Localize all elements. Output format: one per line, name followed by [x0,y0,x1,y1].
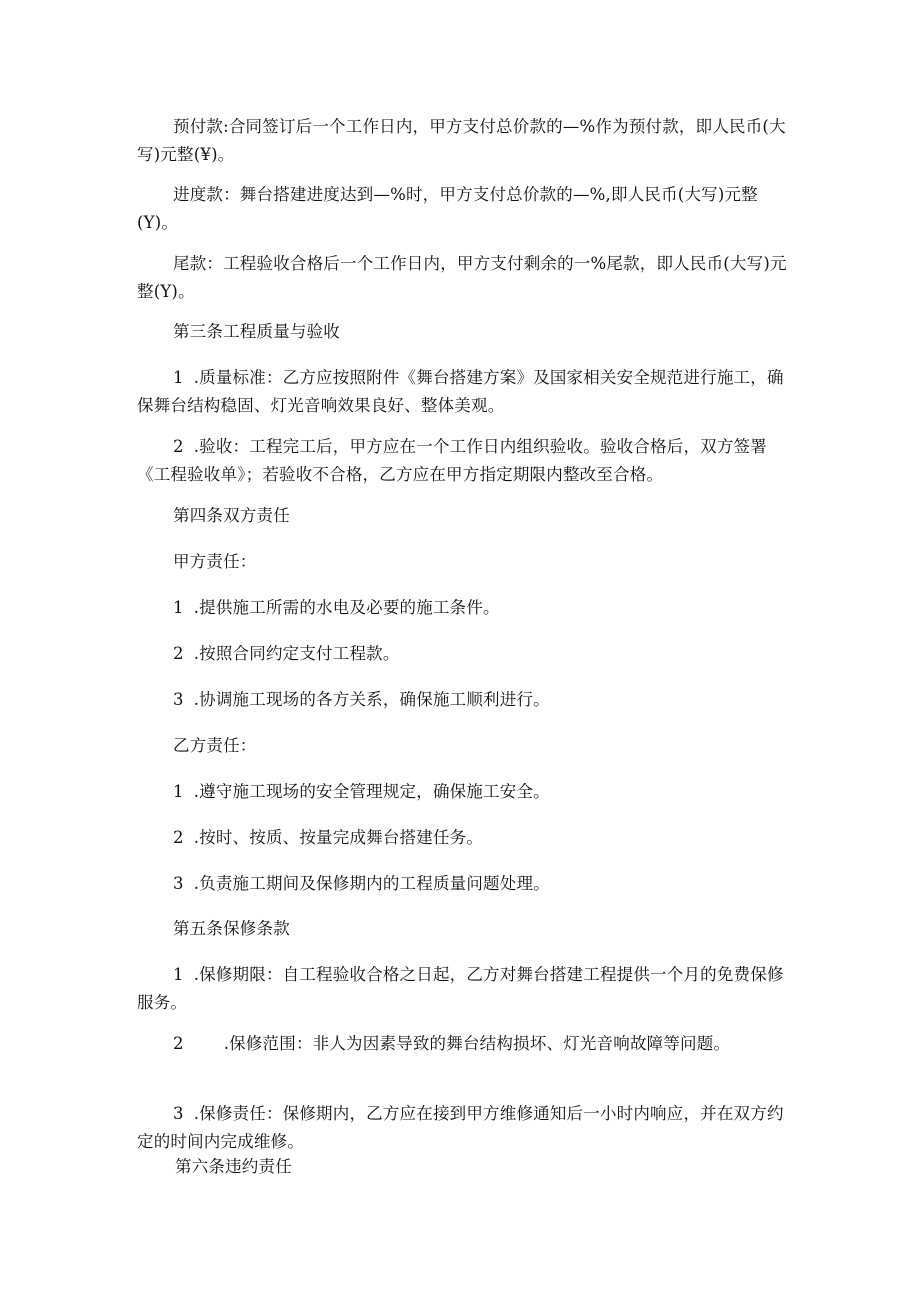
item-number: 1 [173,782,184,801]
party-b-heading: 乙方责任： [173,736,257,755]
warranty-item-1 [137,961,787,1017]
party-b-item-1 [137,778,787,806]
warranty-item-3 [137,1100,787,1156]
item-number: 2 [173,644,184,663]
item-text: .保修范围：非人为因素导致的舞台结构损坏、灯光音响故障等问题。 [223,1034,731,1053]
item-number: 3 [173,874,184,893]
item-text: .按时、按质、按量完成舞台搭建任务。 [193,828,484,847]
item-text: .负责施工期间及保修期内的工程质量问题处理。 [193,874,550,893]
item-text: .质量标准：乙方应按照附件《舞台搭建方案》及国家相关安全规范进行施工，确保舞台结构稳固、灯光音响效果良好、整体美观。 [137,368,784,415]
item-number: 1 [173,965,184,984]
party-a-item-3 [137,686,787,714]
item-number: 3 [173,1104,184,1123]
party-b-item-3 [137,870,787,898]
item-number: 2 [173,1034,184,1053]
prepayment-paragraph: 预付款:合同签订后一个工作日内，甲方支付总价款的—%作为预付款，即人民币(大写)元整(¥)。 [137,117,786,164]
item-text: .验收：工程完工后，甲方应在一个工作日内组织验收。验收合格后，双方签署《工程验收单》；若验收不合格，乙方应在甲方指定期限内整改至合格。 [137,437,767,484]
item-text: .保修期限：自工程验收合格之日起，乙方对舞台搭建工程提供一个月的免费保修服务。 [137,965,784,1012]
party-a-item-2 [137,640,787,668]
party-b-item-2 [137,824,787,852]
section-heading-3: 第三条工程质量与验收 [173,322,340,341]
item-number: 2 [173,828,184,847]
section-heading-5: 第五条保修条款 [173,919,290,938]
item-number: 1 [173,368,184,387]
section-heading-6: 第六条违约责任 [175,1157,292,1176]
item-number: 2 [173,437,184,456]
item-text: .按照合同约定支付工程款。 [193,644,400,663]
party-a-item-1 [137,594,787,622]
quality-item-2 [137,433,787,489]
item-text: .保修责任：保修期内，乙方应在接到甲方维修通知后一小时内响应，并在双方约定的时间内完成维修。 [137,1104,784,1151]
final-payment-paragraph: 尾款：工程验收合格后一个工作日内，甲方支付剩余的一%尾款，即人民币(大写)元整(Y)。 [137,254,787,301]
quality-item-1 [137,364,787,420]
party-a-heading: 甲方责任： [173,552,257,571]
item-number: 1 [173,598,184,617]
item-text: .协调施工现场的各方关系，确保施工顺利进行。 [193,690,550,709]
item-text: .遵守施工现场的安全管理规定，确保施工安全。 [193,782,550,801]
warranty-item-2 [137,1030,787,1058]
item-number: 3 [173,690,184,709]
progress-payment-paragraph: 进度款：舞台搭建进度达到—%时，甲方支付总价款的—%,即人民币(大写)元整(Y)。 [137,185,758,232]
section-heading-4: 第四条双方责任 [173,506,290,525]
item-text: .提供施工所需的水电及必要的施工条件。 [193,598,500,617]
